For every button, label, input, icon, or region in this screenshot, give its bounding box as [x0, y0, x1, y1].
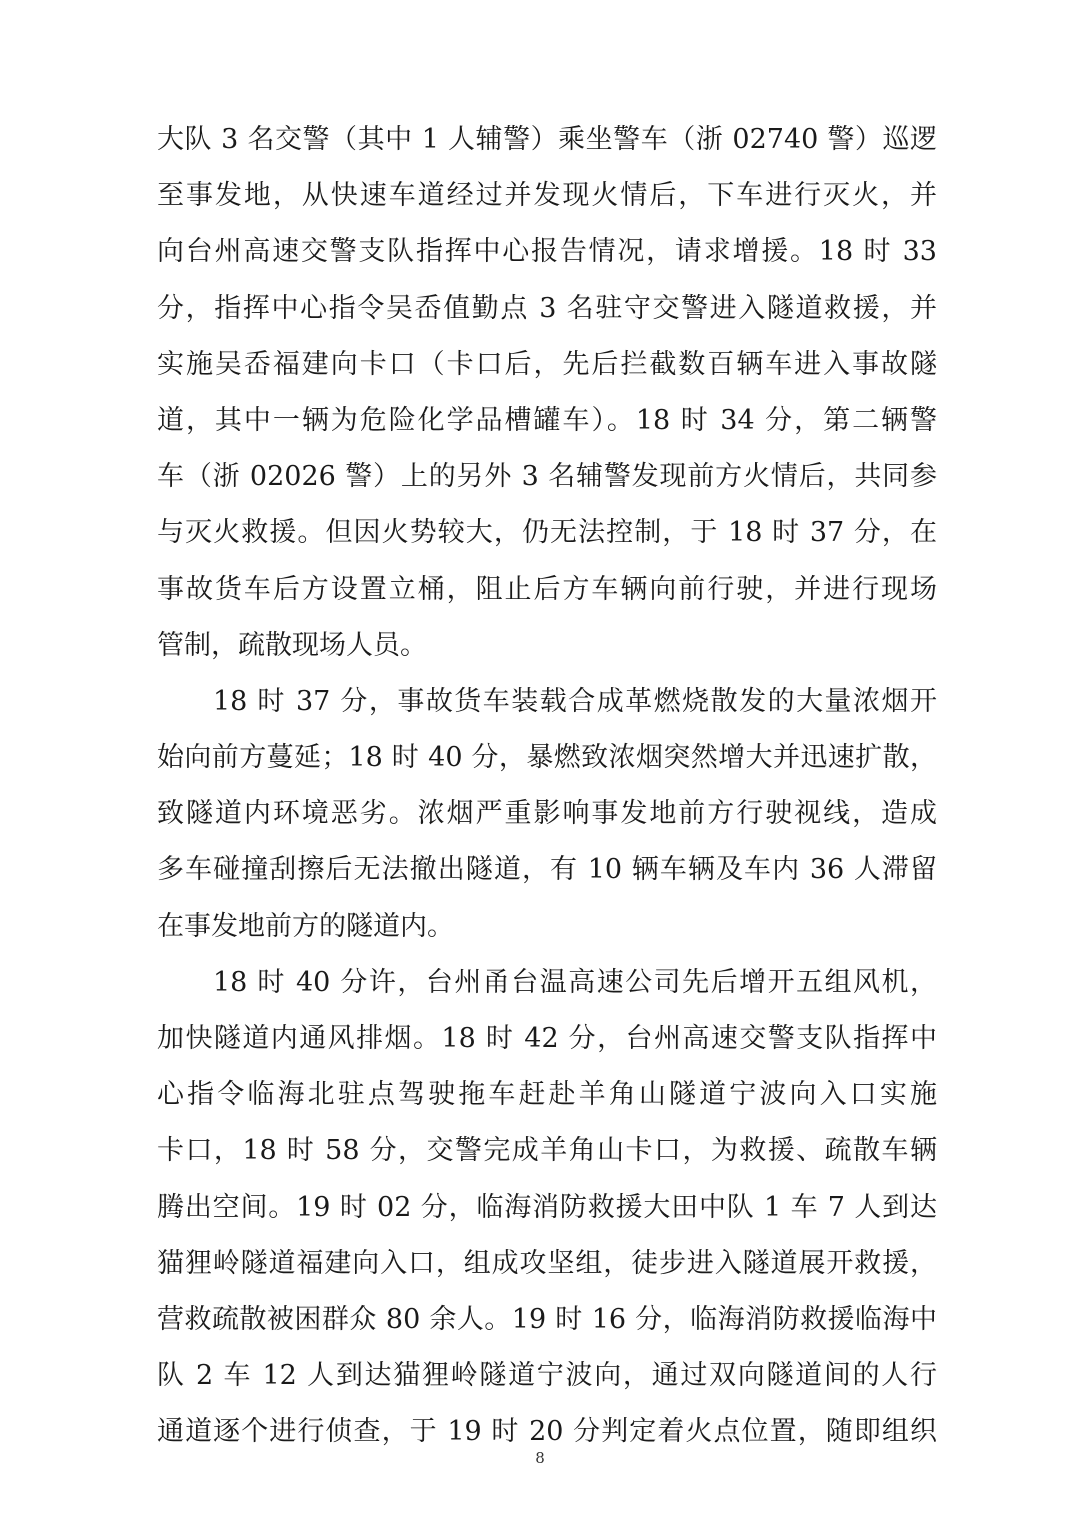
body-text: [157, 112, 937, 1461]
text-line: 实施吴岙福建向卡口（卡口后，先后拦截数百辆车进入事故隧: [157, 348, 937, 380]
text-line: 分，指挥中心指令吴岙值勤点 3 名驻守交警进入隧道救援，并: [157, 292, 937, 324]
text-line: 多车碰撞刮擦后无法撤出隧道，有 10 辆车辆及车内 36 人滞留: [157, 854, 937, 886]
text-line: 加快隧道内通风排烟。18 时 42 分，台州高速交警支队指挥中: [157, 1023, 937, 1054]
text-line: 致隧道内环境恶劣。浓烟严重影响事发地前方行驶视线，造成: [157, 798, 937, 830]
text-line: 向台州高速交警支队指挥中心报告情况，请求增援。18 时 33: [157, 236, 937, 268]
text-line: 18 时 40 分许，台州甬台温高速公司先后增开五组风机，: [213, 966, 937, 998]
text-line: 卡口，18 时 58 分，交警完成羊角山卡口，为救援、疏散车辆: [157, 1135, 937, 1167]
text-line: 营救疏散被困群众 80 余人。19 时 16 分，临海消防救援临海中: [157, 1303, 937, 1335]
paragraph-3: [157, 955, 937, 1461]
text-line: 至事发地，从快速车道经过并发现火情后，下车进行灭火，并: [157, 180, 937, 212]
text-line: 猫狸岭隧道福建向入口，组成攻坚组，徒步进入隧道展开救援，: [157, 1247, 937, 1279]
text-line: 通道逐个进行侦查，于 19 时 20 分判定着火点位置，随即组织: [157, 1416, 937, 1448]
text-line: 在事发地前方的隧道内。: [157, 910, 454, 942]
text-line: 车（浙 02026 警）上的另外 3 名辅警发现前方火情后，共同参: [157, 461, 937, 493]
text-line: 大队 3 名交警（其中 1 人辅警）乘坐警车（浙 02740 警）巡逻: [157, 124, 937, 155]
text-line: 道，其中一辆为危险化学品槽罐车）。18 时 34 分，第二辆警: [157, 404, 937, 436]
text-line: 队 2 车 12 人到达猫狸岭隧道宁波向，通过双向隧道间的人行: [157, 1360, 937, 1392]
paragraph-2: [157, 674, 937, 955]
text-line: 腾出空间。19 时 02 分，临海消防救援大田中队 1 车 7 人到达: [157, 1191, 937, 1223]
text-line: 始向前方蔓延；18 时 40 分，暴燃致浓烟突然增大并迅速扩散，: [157, 742, 937, 774]
text-line: 管制，疏散现场人员。: [157, 629, 427, 661]
text-line: 与灭火救援。但因火势较大，仍无法控制，于 18 时 37 分，在: [157, 517, 937, 549]
text-line: 心指令临海北驻点驾驶拖车赶赴羊角山隧道宁波向入口实施: [157, 1079, 937, 1111]
paragraph-1: [157, 112, 937, 674]
page-number: 8: [535, 1449, 545, 1467]
text-line: 18 时 37 分，事故货车装载合成革燃烧散发的大量浓烟开: [213, 685, 937, 717]
text-line: 事故货车后方设置立桶，阻止后方车辆向前行驶，并进行现场: [157, 573, 937, 605]
